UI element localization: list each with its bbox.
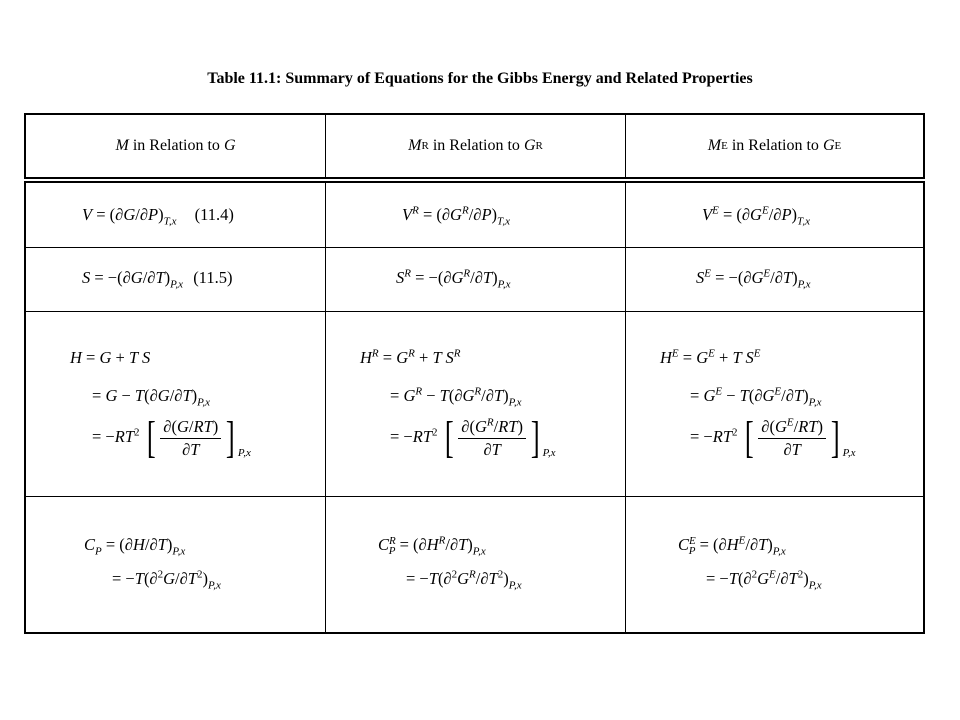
eq-heat-capacity-line2: = $-T(\partial^2G/\partial T^2)_{P,x}$	[112, 568, 221, 592]
table-caption: Table 11.1: Summary of Equations for the Gibbs Energy and Related Properties	[207, 70, 753, 87]
cell-heat-capacity-m	[26, 497, 326, 634]
cell-heat-capacity-excess	[626, 497, 923, 634]
eq-heat-capacity-residual-line2: = $-T(\partial^2G^R/\partial T^2)_{P,x}$	[406, 568, 522, 592]
table-row-entropy	[26, 248, 923, 312]
equations-table	[24, 181, 925, 634]
header-cell-residual: M R in Relation to G R	[326, 115, 626, 177]
table-row-heat-capacity	[26, 497, 923, 634]
table-header	[24, 113, 925, 179]
cell-enthalpy-residual	[326, 312, 626, 496]
header-cell-m: M in Relation to G	[26, 115, 326, 177]
header-cell-excess: M E in Relation to G E	[707, 137, 842, 154]
eq-enthalpy-excess-line3: = $-RT^2$ [ $\frac{\partial(G^E/RT)}{\partial T}$ ] $_{P,x}$	[690, 413, 856, 462]
eq-enthalpy-line1: H = G + T S	[70, 348, 151, 367]
eq-volume-residual: $V^R = (\partial G^R/\partial P)_{T,x}$	[402, 204, 510, 228]
eq-enthalpy-excess-line1: $H^E = G^E + T$ $S^E$	[660, 347, 761, 367]
eq-volume: $V = (\partial G/\partial P)_{T,x}$ (11.4)	[82, 205, 234, 228]
eq-enthalpy-excess-line2: = $G^E - T(\partial G^E/\partial T)_{P,x}$	[690, 385, 822, 409]
eq-volume-excess: $V^E = (\partial G^E/\partial P)_{T,x}$	[702, 204, 810, 228]
table-row-enthalpy	[26, 312, 923, 497]
eq-heat-capacity-excess-line2: = $-T(\partial^2G^E/\partial T^2)_{P,x}$	[706, 568, 822, 592]
cell-enthalpy-m	[26, 312, 326, 496]
cell-volume-residual	[326, 183, 626, 247]
eq-entropy-excess: $S^E = -(\partial G^E/\partial T)_{P,x}$	[696, 267, 811, 291]
cell-enthalpy-excess	[626, 312, 923, 496]
eq-heat-capacity-residual-line1: $C^R_P = (\partial H^R/\partial T)_{P,x}$	[378, 534, 486, 558]
eq-enthalpy-line3: = $-RT^2$ [ $\frac{\partial(G/RT)}{\partial T}$ ] $_{P,x}$	[92, 413, 251, 462]
eq-heat-capacity-line1: $C_P = (\partial H/\partial T)_{P,x}$	[84, 535, 186, 558]
eq-enthalpy-residual-line3: = $-RT^2$ [ $\frac{\partial(G^R/RT)}{\partial T}$ ] $_{P,x}$	[390, 413, 556, 462]
cell-volume-m	[26, 183, 326, 247]
eq-enthalpy-residual-line2: = $G^R - T(\partial G^R/\partial T)_{P,x}$	[390, 385, 522, 409]
eq-heat-capacity-excess-line1: $C^E_P = (\partial H^E/\partial T)_{P,x}$	[678, 534, 786, 558]
cell-heat-capacity-residual	[326, 497, 626, 634]
cell-entropy-excess	[626, 248, 923, 311]
cell-entropy-m	[26, 248, 326, 311]
eq-entropy-residual: $S^R = -(\partial G^R/\partial T)_{P,x}$	[396, 267, 511, 291]
eq-entropy: $S = -(\partial G/\partial T)_{P,x}$ (11.5)	[82, 268, 233, 291]
table-row-volume	[26, 183, 923, 248]
eq-enthalpy-line2: = $G - T(\partial G/\partial T)_{P,x}$	[92, 386, 211, 409]
cell-volume-excess	[626, 183, 923, 247]
eq-enthalpy-residual-line1: $H^R = G^R + T$ $S^R$	[360, 347, 461, 367]
cell-entropy-residual	[326, 248, 626, 311]
